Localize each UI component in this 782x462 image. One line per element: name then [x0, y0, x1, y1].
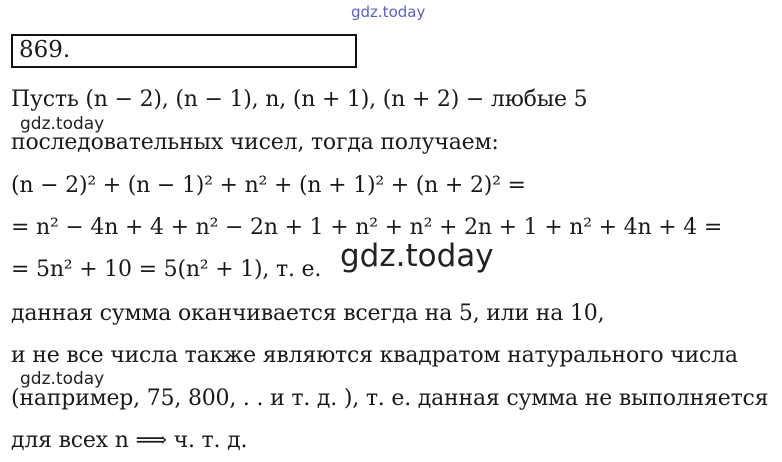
watermark-1: gdz.today: [20, 114, 105, 134]
text-line-9: для всех n ⟹ ч. т. д.: [11, 428, 248, 453]
text-line-1: Пусть (n − 2), (n − 1), n, (n + 1), (n + 2) − любые 5: [11, 87, 588, 112]
text-line-3: (n − 2)² + (n − 1)² + n² + (n + 1)² + (n + 2)² =: [11, 173, 526, 198]
watermark-3: gdz.today: [20, 369, 105, 389]
text-line-4: = n² − 4n + 4 + n² − 2n + 1 + n² + n² + 2n + 1 + n² + 4n + 4 =: [11, 215, 723, 240]
text-line-7: и не все числа также являются квадратом натурального числа: [11, 343, 738, 368]
watermark-top: gdz.today: [351, 3, 426, 21]
watermark-2: gdz.today: [340, 238, 494, 274]
text-line-2: последовательных чисел, тогда получаем:: [11, 130, 499, 155]
task-number-box: [11, 34, 357, 68]
text-line-6: данная сумма оканчивается всегда на 5, или на 10,: [11, 301, 605, 326]
task-number: 869.: [19, 37, 71, 63]
text-line-5: = 5n² + 10 = 5(n² + 1), т. е.: [11, 257, 322, 282]
text-line-8: (например, 75, 800, . . и т. д. ), т. е. данная сумма не выполняется: [11, 386, 769, 411]
